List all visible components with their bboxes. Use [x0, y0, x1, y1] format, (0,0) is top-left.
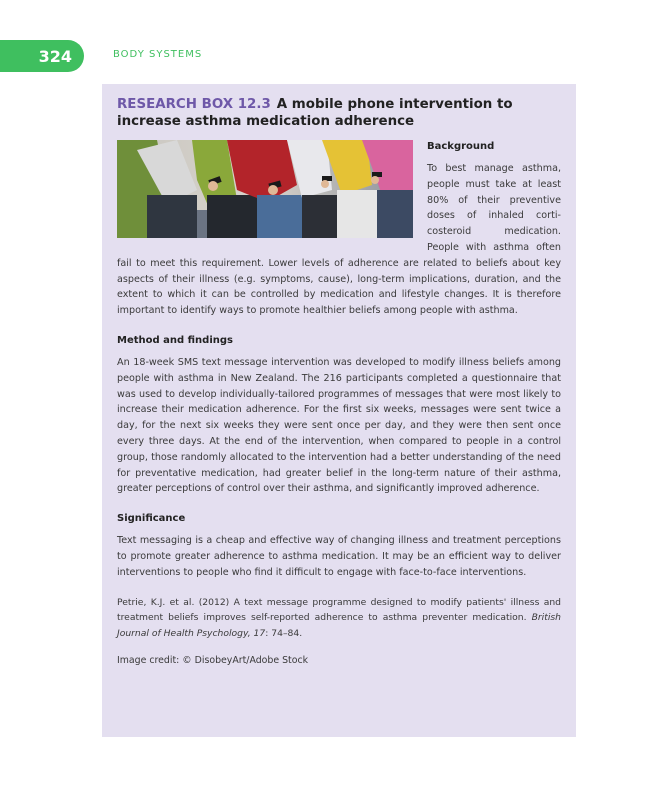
background-section	[117, 139, 561, 319]
background-text: To best manage asthma, people must take at least 80% of their preventive doses of inhaled corticosteroid medication. People with asthma often fail to meet this requirement. Lower levels of adherence are related to beliefs about key aspects of their illness (e.g. symptoms, cause), long-term implications, duration, and the extent to which it can be controlled by medication and lifestyle changes. It is therefore important to identify ways to promote healthier beliefs among people with asthma.	[117, 163, 561, 317]
page-number-tab	[0, 40, 84, 72]
method-section	[117, 333, 561, 497]
significance-section	[117, 511, 561, 580]
significance-heading: Significance	[117, 513, 186, 525]
image-credit: Image credit: © DisobeyArt/Adobe Stock	[117, 655, 309, 667]
research-box-title	[117, 96, 561, 130]
running-head: BODY SYSTEMS	[113, 49, 203, 60]
research-box-heading: A mobile phone intervention to increase asthma medication adherence	[117, 97, 513, 129]
method-text: An 18-week SMS text message intervention was developed to modify illness beliefs among people with asthma in New Zealand. The 216 participants completed a questionnaire that was used to develop individually-tailored programmes of messages that were most likely to increase their medication adherence. For the first six weeks, messages were sent twice a day, for the next six weeks they were sent once per day, and they were then sent once every three days. At the end of the intervention, when compared to people in a control group, those randomly allocated to the intervention had a better understanding of the need for preventative medication, had greater belief in the long-term nature of their asthma, greater perceptions of control over their asthma, and significantly improved adherence.	[117, 356, 561, 495]
reference	[117, 595, 561, 642]
reference-text: Petrie, K.J. et al. (2012) A text message programme designed to modify patients' illness and treatment beliefs improves self-reported adherence to asthma preventer medication.	[117, 596, 561, 624]
method-heading: Method and findings	[117, 334, 233, 346]
research-box-label: RESEARCH BOX 12.3	[117, 97, 271, 112]
research-box	[102, 84, 576, 737]
phone-users-image	[117, 140, 413, 238]
background-heading: Background	[427, 141, 495, 152]
phone-users-photo	[117, 140, 413, 238]
page-number: 324	[38, 46, 72, 66]
reference-journal: British Journal of Health Psychology, 17	[117, 612, 561, 639]
significance-text: Text messaging is a cheap and effective way of changing illness and treatment perceptions to promote greater adherence to asthma medication. It may be an efficient way to deliver interventions to people who find it difficult to engage with face-to-face interventions.	[117, 535, 561, 578]
reference-pages: : 74–84.	[265, 627, 303, 639]
